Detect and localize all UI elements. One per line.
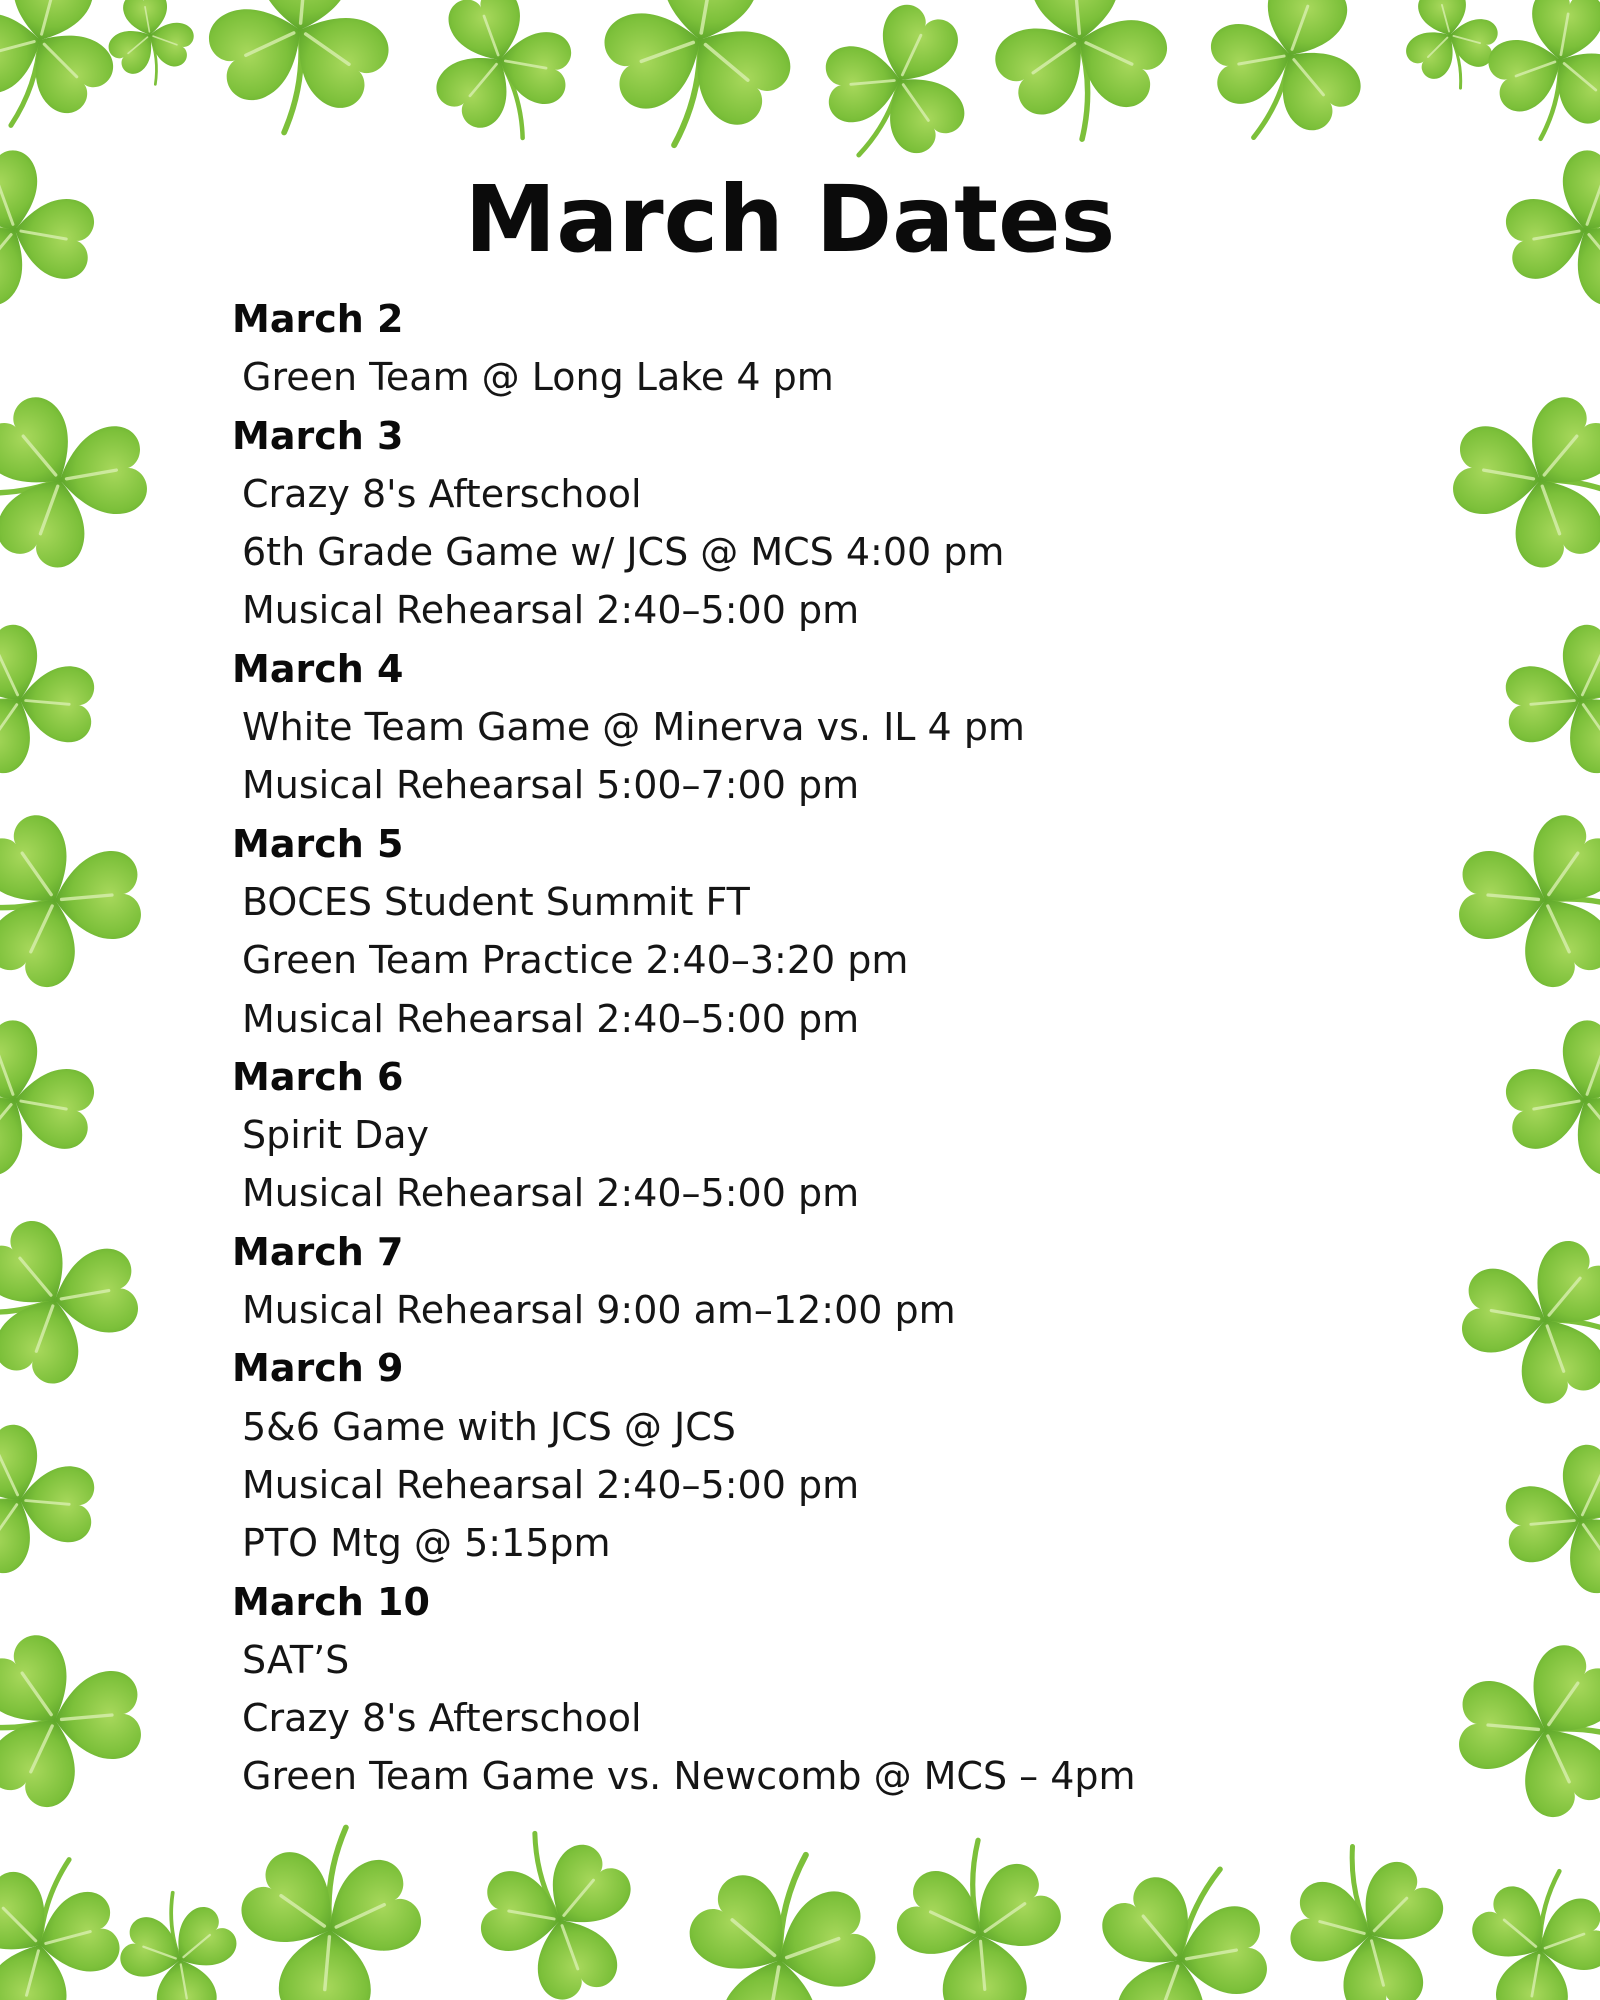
shamrock-icon bbox=[1450, 1217, 1600, 1426]
shamrock-icon bbox=[104, 1882, 253, 2000]
event-item: SAT’S bbox=[242, 1637, 350, 1682]
day-heading: March 4 bbox=[232, 646, 404, 691]
shamrock-icon bbox=[881, 1833, 1077, 2000]
shamrock-icon bbox=[0, 1836, 147, 2000]
event-item: Green Team Game vs. Newcomb @ MCS – 4pm bbox=[242, 1754, 1136, 1799]
shamrock-icon bbox=[1500, 611, 1600, 788]
shamrock-icon bbox=[1453, 798, 1600, 1004]
shamrock-icon bbox=[1178, 0, 1398, 169]
shamrock-icon bbox=[1451, 1857, 1600, 2000]
shamrock-icon bbox=[0, 798, 147, 1004]
event-item: Green Team Practice 2:40–3:20 pm bbox=[242, 938, 909, 983]
shamrock-icon bbox=[662, 1836, 901, 2000]
event-item: PTO Mtg @ 5:15pm bbox=[242, 1521, 611, 1566]
shamrock-icon bbox=[978, 0, 1184, 147]
event-item: Musical Rehearsal 2:40–5:00 pm bbox=[242, 996, 860, 1041]
shamrock-icon bbox=[96, 0, 206, 92]
event-item: Green Team @ Long Lake 4 pm bbox=[242, 355, 834, 400]
event-item: Musical Rehearsal 2:40–5:00 pm bbox=[242, 1171, 860, 1216]
page-title: March Dates bbox=[464, 166, 1116, 273]
event-item: Spirit Day bbox=[242, 1113, 429, 1158]
schedule-list bbox=[232, 290, 1232, 1806]
day-heading: March 9 bbox=[232, 1346, 404, 1391]
shamrock-icon bbox=[192, 0, 407, 142]
shamrock-icon bbox=[0, 0, 143, 149]
day-heading: March 5 bbox=[232, 821, 404, 866]
shamrock-icon bbox=[1494, 999, 1600, 1198]
event-item: Crazy 8's Afterschool bbox=[242, 1696, 642, 1741]
shamrock-icon bbox=[1453, 1628, 1600, 1834]
event-item: BOCES Student Summit FT bbox=[242, 879, 750, 924]
event-item: 6th Grade Game w/ JCS @ MCS 4:00 pm bbox=[242, 530, 1005, 575]
shamrock-icon bbox=[0, 372, 160, 591]
shamrock-icon bbox=[1440, 372, 1600, 591]
shamrock-icon bbox=[0, 999, 106, 1198]
day-heading: March 6 bbox=[232, 1054, 404, 1099]
event-item: Musical Rehearsal 2:40–5:00 pm bbox=[242, 1462, 860, 1507]
shamrock-icon bbox=[0, 1411, 100, 1588]
event-item: Musical Rehearsal 5:00–7:00 pm bbox=[242, 763, 860, 808]
shamrock-icon bbox=[0, 1618, 147, 1824]
shamrock-icon bbox=[1263, 1826, 1473, 2000]
event-item: Musical Rehearsal 2:40–5:00 pm bbox=[242, 588, 860, 633]
shamrock-icon bbox=[0, 611, 100, 788]
event-item: Crazy 8's Afterschool bbox=[242, 471, 642, 516]
event-item: 5&6 Game with JCS @ JCS bbox=[242, 1404, 736, 1449]
shamrock-icon bbox=[223, 1818, 438, 2000]
day-heading: March 10 bbox=[232, 1579, 430, 1624]
day-heading: March 7 bbox=[232, 1229, 404, 1274]
shamrock-icon bbox=[1062, 1834, 1304, 2000]
shamrock-icon bbox=[1500, 1431, 1600, 1608]
shamrock-icon bbox=[0, 1197, 150, 1406]
event-item: White Team Game @ Minerva vs. IL 4 pm bbox=[242, 705, 1025, 750]
event-item: Musical Rehearsal 9:00 am–12:00 pm bbox=[242, 1288, 956, 1333]
day-heading: March 3 bbox=[232, 413, 404, 458]
shamrock-icon bbox=[403, 0, 601, 163]
day-heading: March 2 bbox=[232, 297, 404, 341]
shamrock-icon bbox=[579, 0, 818, 164]
shamrock-icon bbox=[448, 1806, 668, 2000]
